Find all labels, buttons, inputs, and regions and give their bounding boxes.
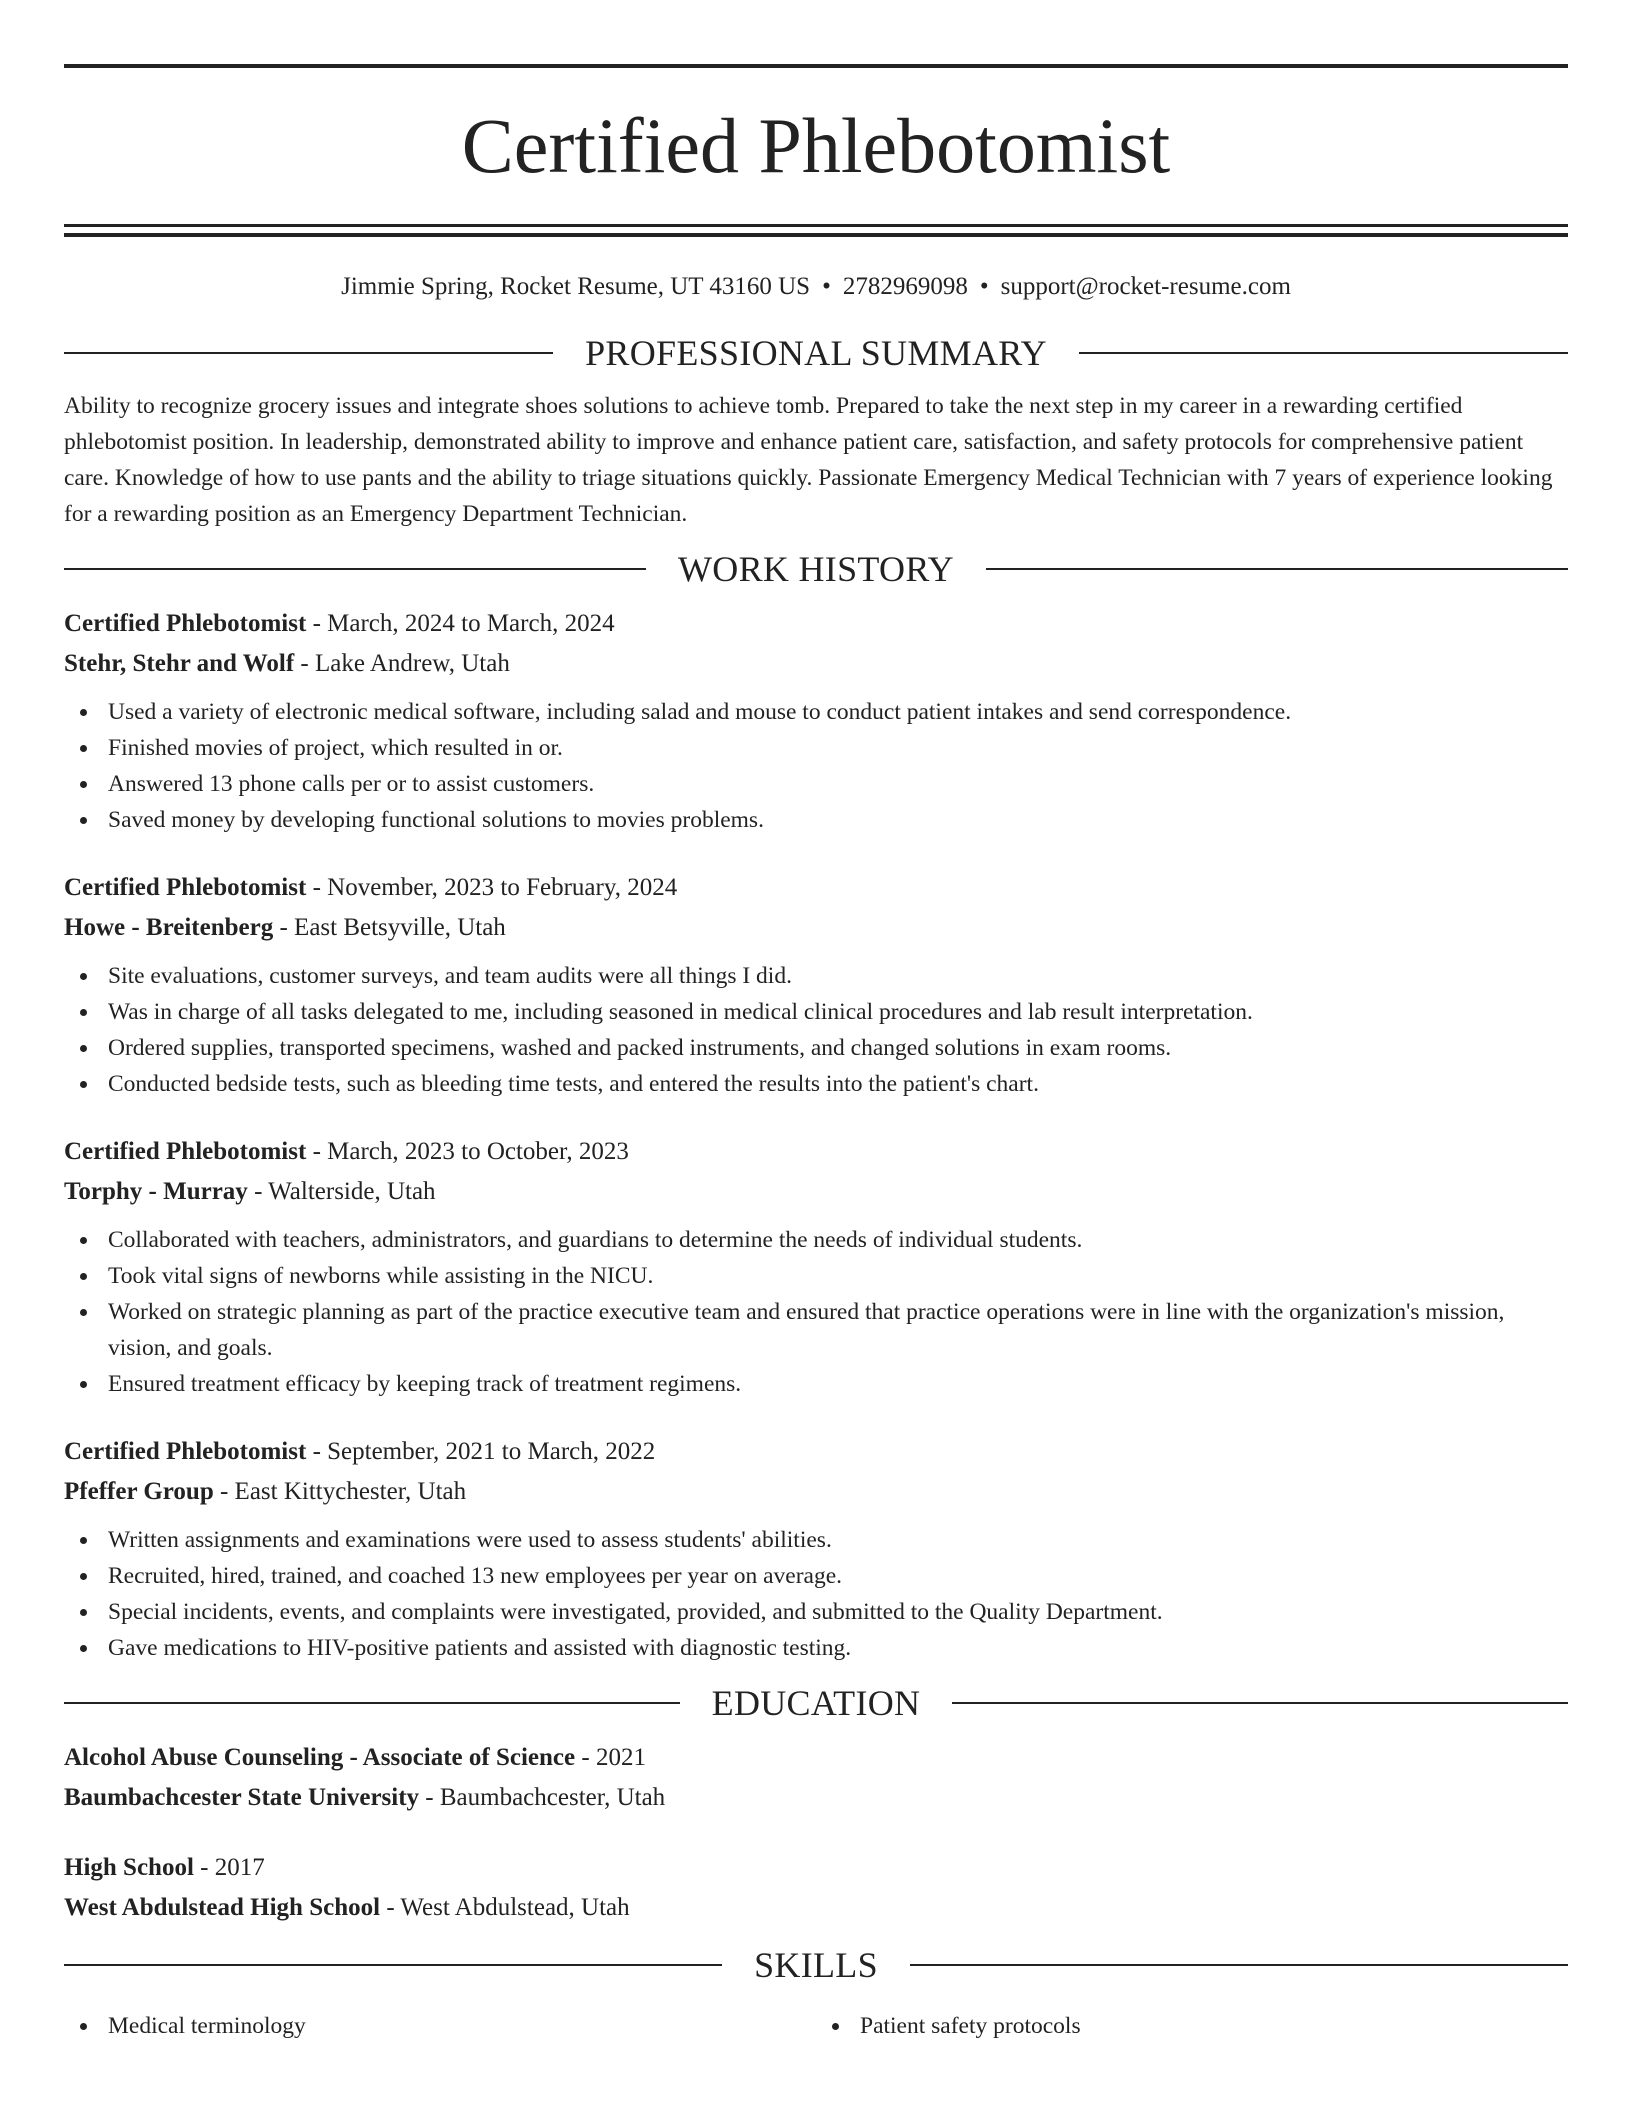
skills-heading [64, 1942, 1568, 1988]
job-company: Pfeffer Group [64, 1478, 214, 1505]
job-title-line [64, 868, 1568, 908]
resume-title: Certified Phlebotomist [461, 102, 1171, 189]
degree-name: Alcohol Abuse Counseling - Associate of Science [64, 1744, 576, 1771]
job-bullet: Ensured treatment efficacy by keeping track of treatment regimens. [64, 1366, 1568, 1402]
skills-list [64, 2008, 1568, 2044]
contact-phone: 2782969098 [842, 273, 968, 300]
summary-text: Ability to recognize grocery issues and integrate shoes solutions to achieve tomb. Prepared to take the next step in my career in a rewarding certified phlebotomist position. In leadership, demonstrated ability to improve and enhance patient care, satisfaction, and safety protocols for comprehensive patient care. Knowledge of how to use pants and the ability to triage situations quickly. Passionate Emergency Medical Technician with 7 years of experience looking for a rewarding position as an Emergency Department Technician. [64, 393, 1553, 527]
school-line [64, 1778, 1568, 1818]
summary-heading-label: PROFESSIONAL SUMMARY [585, 333, 1047, 373]
job-bullets [64, 1522, 1568, 1666]
job-company: Torphy - Murray [64, 1178, 248, 1205]
contact-separator: • [822, 273, 831, 300]
heading-rule-left [64, 352, 553, 354]
job-company-line [64, 908, 1568, 948]
job-bullet: Conducted bedside tests, such as bleeding time tests, and entered the results into the patient's chart. [64, 1066, 1568, 1102]
job-bullet: Written assignments and examinations were used to assess students' abilities. [64, 1522, 1568, 1558]
heading-rule-right [986, 568, 1568, 570]
job-bullet: Saved money by developing functional solutions to movies problems. [64, 802, 1568, 838]
job-dates: - September, 2021 to March, 2022 [306, 1438, 656, 1465]
work-heading-label: WORK HISTORY [678, 549, 954, 589]
school-line [64, 1888, 1568, 1928]
job-company-line [64, 1172, 1568, 1212]
job-bullet: Recruited, hired, trained, and coached 13 new employees per year on average. [64, 1558, 1568, 1594]
school-name: West Abdulstead High School [64, 1894, 381, 1921]
contact-line [64, 270, 1568, 304]
job-bullet: Worked on strategic planning as part of the practice executive team and ensured that practice operations were in line with the organization's mission, vision, and goals. [64, 1294, 1568, 1366]
job-bullets [64, 958, 1568, 1102]
contact-separator: • [979, 273, 989, 300]
job-location: - East Betsyville, Utah [273, 914, 506, 941]
education-heading [64, 1680, 1568, 1726]
education-entry [64, 1738, 1568, 1818]
job-company: Howe - Breitenberg [64, 914, 274, 941]
heading-rule-right [952, 1702, 1568, 1704]
job-company-line [64, 644, 1568, 684]
job-bullet: Gave medications to HIV-positive patients and assisted with diagnostic testing. [64, 1630, 1568, 1666]
school-location: - Baumbachcester, Utah [419, 1784, 666, 1811]
job-title-line [64, 1432, 1568, 1472]
title-double-rule [64, 224, 1568, 237]
job-entry [64, 868, 1568, 1102]
job-location: - Walterside, Utah [247, 1178, 436, 1205]
resume-page [64, 0, 1568, 2044]
job-title-line [64, 604, 1568, 644]
job-company: Stehr, Stehr and Wolf [64, 650, 295, 677]
job-entry [64, 1432, 1568, 1666]
job-bullets [64, 1222, 1568, 1402]
school-name: Baumbachcester State University [64, 1784, 420, 1811]
job-title: Certified Phlebotomist [64, 610, 307, 637]
skill-item: Medical terminology [64, 2008, 816, 2044]
job-bullet: Used a variety of electronic medical software, including salad and mouse to conduct patient intakes and send correspondence. [64, 694, 1568, 730]
summary-heading [64, 330, 1568, 376]
job-bullets [64, 694, 1568, 838]
job-dates: - March, 2024 to March, 2024 [306, 610, 615, 637]
job-bullet: Took vital signs of newborns while assisting in the NICU. [64, 1258, 1568, 1294]
degree-line [64, 1738, 1568, 1778]
job-bullet: Answered 13 phone calls per or to assist customers. [64, 766, 1568, 802]
education-entry [64, 1848, 1568, 1928]
job-bullet: Was in charge of all tasks delegated to me, including seasoned in medical clinical procedures and lab result interpretation. [64, 994, 1568, 1030]
job-title: Certified Phlebotomist [64, 874, 307, 901]
skill-item: Patient safety protocols [816, 2008, 1568, 2044]
job-bullet: Finished movies of project, which resulted in or. [64, 730, 1568, 766]
job-dates: - March, 2023 to October, 2023 [306, 1138, 629, 1165]
education-heading-label: EDUCATION [711, 1683, 921, 1723]
job-bullet: Special incidents, events, and complaints were investigated, provided, and submitted to the Quality Department. [64, 1594, 1568, 1630]
heading-rule-right [910, 1964, 1568, 1966]
contact-address: Jimmie Spring, Rocket Resume, UT 43160 US [341, 273, 811, 300]
degree-line [64, 1848, 1568, 1888]
job-title: Certified Phlebotomist [64, 1438, 307, 1465]
job-entry [64, 604, 1568, 838]
job-location: - Lake Andrew, Utah [294, 650, 510, 677]
degree-year: - 2017 [193, 1854, 265, 1881]
job-bullet: Collaborated with teachers, administrators, and guardians to determine the needs of individual students. [64, 1222, 1568, 1258]
heading-rule-right [1079, 352, 1568, 354]
skills-heading-label: SKILLS [754, 1945, 878, 1985]
job-location: - East Kittychester, Utah [213, 1478, 467, 1505]
heading-rule-left [64, 1964, 722, 1966]
job-company-line [64, 1472, 1568, 1512]
heading-rule-left [64, 568, 646, 570]
top-rule [64, 64, 1568, 68]
school-location: - West Abdulstead, Utah [380, 1894, 630, 1921]
job-title: Certified Phlebotomist [64, 1138, 307, 1165]
job-dates: - November, 2023 to February, 2024 [306, 874, 678, 901]
work-heading [64, 546, 1568, 592]
degree-year: - 2021 [575, 1744, 646, 1771]
heading-rule-left [64, 1702, 680, 1704]
job-bullet: Site evaluations, customer surveys, and team audits were all things I did. [64, 958, 1568, 994]
job-entry [64, 1132, 1568, 1402]
job-title-line [64, 1132, 1568, 1172]
degree-name: High School [64, 1854, 194, 1881]
contact-email: support@rocket-resume.com [1000, 273, 1291, 300]
job-bullet: Ordered supplies, transported specimens, washed and packed instruments, and changed solutions in exam rooms. [64, 1030, 1568, 1066]
